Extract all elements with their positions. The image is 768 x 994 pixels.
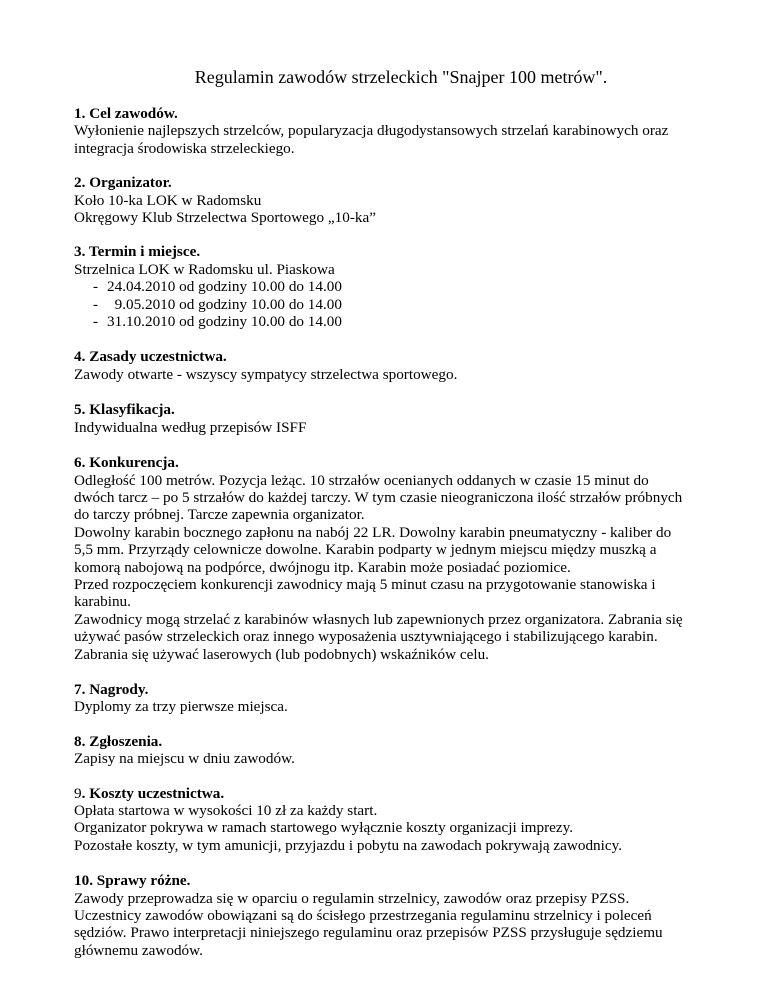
section-koszty-uczestnictwa [74,785,714,855]
section-heading-text: . Koszty uczestnictwa. [81,784,225,802]
section-klasyfikacja [74,401,714,436]
date-entry: 9.05.2010 od godziny 10.00 do 14.00 [107,295,342,313]
paragraph-line: Uczestnicy zawodów obowiązani są do ścisłego przestrzegania regulaminu strzelnicy i poleceń [74,907,652,925]
section-cel-zawodow [74,105,714,157]
section-heading: 6. Konkurencja. [74,454,179,472]
paragraph-line: Wyłonienie najlepszych strzelców, popularyzacja długodystansowych strzelań karabinowych oraz [74,122,669,140]
section-heading: 10. Sprawy różne. [74,872,191,890]
date-entry: 31.10.2010 od godziny 10.00 do 14.00 [107,313,342,331]
paragraph-line: Dyplomy za trzy pierwsze miejsca. [74,698,288,716]
list-dash: - [92,278,98,296]
section-heading: 2. Organizator. [74,174,172,192]
paragraph-line: integracja środowiska strzeleckiego. [74,139,295,157]
paragraph-line: Odległość 100 metrów. Pozycja leżąc. 10 strzałów ocenianych oddanych w czasie 15 minut do [74,471,649,489]
section-nagrody [74,681,714,716]
paragraph-line: 5,5 mm. Przyrządy celownicze dowolne. Karabin podparty w jednym miejscu między muszką a [74,541,657,559]
paragraph-line: karabinu. [74,593,131,611]
document-title: Regulamin zawodów strzeleckich "Snajper 100 metrów". [194,67,608,87]
paragraph-line: komorą nabojową na podpórce, dwójnogu itp. Karabin może posiadać poziomice. [74,558,571,576]
paragraph-line: Opłata startowa w wysokości 10 zł za każdy start. [74,802,378,819]
paragraph-line: Organizator pokrywa w ramach startowego wyłącznie koszty organizacji imprezy. [74,819,574,837]
section-heading: 1. Cel zawodów. [74,105,178,122]
paragraph-line: Indywidualna według przepisów ISFF [74,418,307,436]
paragraph-line: używać pasów strzeleckich oraz innego wyposażenia usztywniającego i stabilizującego karabin. [74,628,658,646]
date-list-item [74,278,714,295]
section-heading: 7. Nagrody. [74,680,149,698]
section-heading: 8. Zgłoszenia. [74,732,163,750]
paragraph-line: Zawody otwarte - wszyscy sympatycy strzelectwa sportowego. [74,365,458,383]
section-zgloszenia [74,733,714,768]
section-heading: 5. Klasyfikacja. [74,401,175,419]
paragraph-line: Zapisy na miejscu w dniu zawodów. [74,750,295,768]
section-termin-i-miejsce [74,243,714,330]
list-dash: - [92,313,98,331]
section-sprawy-rozne [74,872,714,959]
paragraph-line: głównemu zawodów. [74,941,203,959]
paragraph-line: Pozostałe koszty, w tym amunicji, przyjazdu i pobytu na zawodach pokrywają zawodnicy. [74,836,622,854]
paragraph-line: sędziów. Prawo interpretacji niniejszego regulaminu oraz przepisów PZSS przysługuje sędziemu [74,924,663,942]
section-konkurencja [74,454,714,663]
paragraph-line: Przed rozpoczęciem konkurencji zawodnicy mają 5 minut czasu na przygotowanie stanowiska i [74,575,656,593]
paragraph-line: Koło 10-ka LOK w Radomsku [74,191,262,209]
paragraph-line: Okręgowy Klub Strzelectwa Sportowego „10-ka” [74,209,376,227]
section-heading [74,785,714,802]
paragraph-line: dwóch tarcz – po 5 strzałów do każdej tarczy. W tym czasie nieograniczona ilość strzałów próbnych [74,488,683,506]
paragraph-line: Dowolny karabin bocznego zapłonu na nabój 22 LR. Dowolny karabin pneumatyczny - kaliber do [74,523,672,541]
section-heading: 4. Zasady uczestnictwa. [74,348,227,366]
section-number: 9 [74,784,82,802]
section-zasady-uczestnictwa [74,348,714,383]
document-page [74,0,714,959]
paragraph-line: Zawodnicy mogą strzelać z karabinów własnych lub zapewnionych przez organizatora. Zabrania się [74,610,683,628]
date-list-item [74,313,714,330]
paragraph-line: Zabrania się używać laserowych (lub podobnych) wskaźników celu. [74,645,489,663]
paragraph-line: Zawody przeprowadza się w oparciu o regulamin strzelnicy, zawodów oraz przepisy PZSS. [74,889,630,907]
date-entry: 24.04.2010 od godziny 10.00 do 14.00 [107,278,342,296]
date-list-item [74,296,714,313]
paragraph-line: do tarczy próbnej. Tarcze zapewnia organizator. [74,506,365,524]
section-organizator [74,174,714,226]
paragraph-line: Strzelnica LOK w Radomsku ul. Piaskowa [74,260,335,278]
section-heading: 3. Termin i miejsce. [74,243,201,261]
list-dash: - [92,295,98,313]
